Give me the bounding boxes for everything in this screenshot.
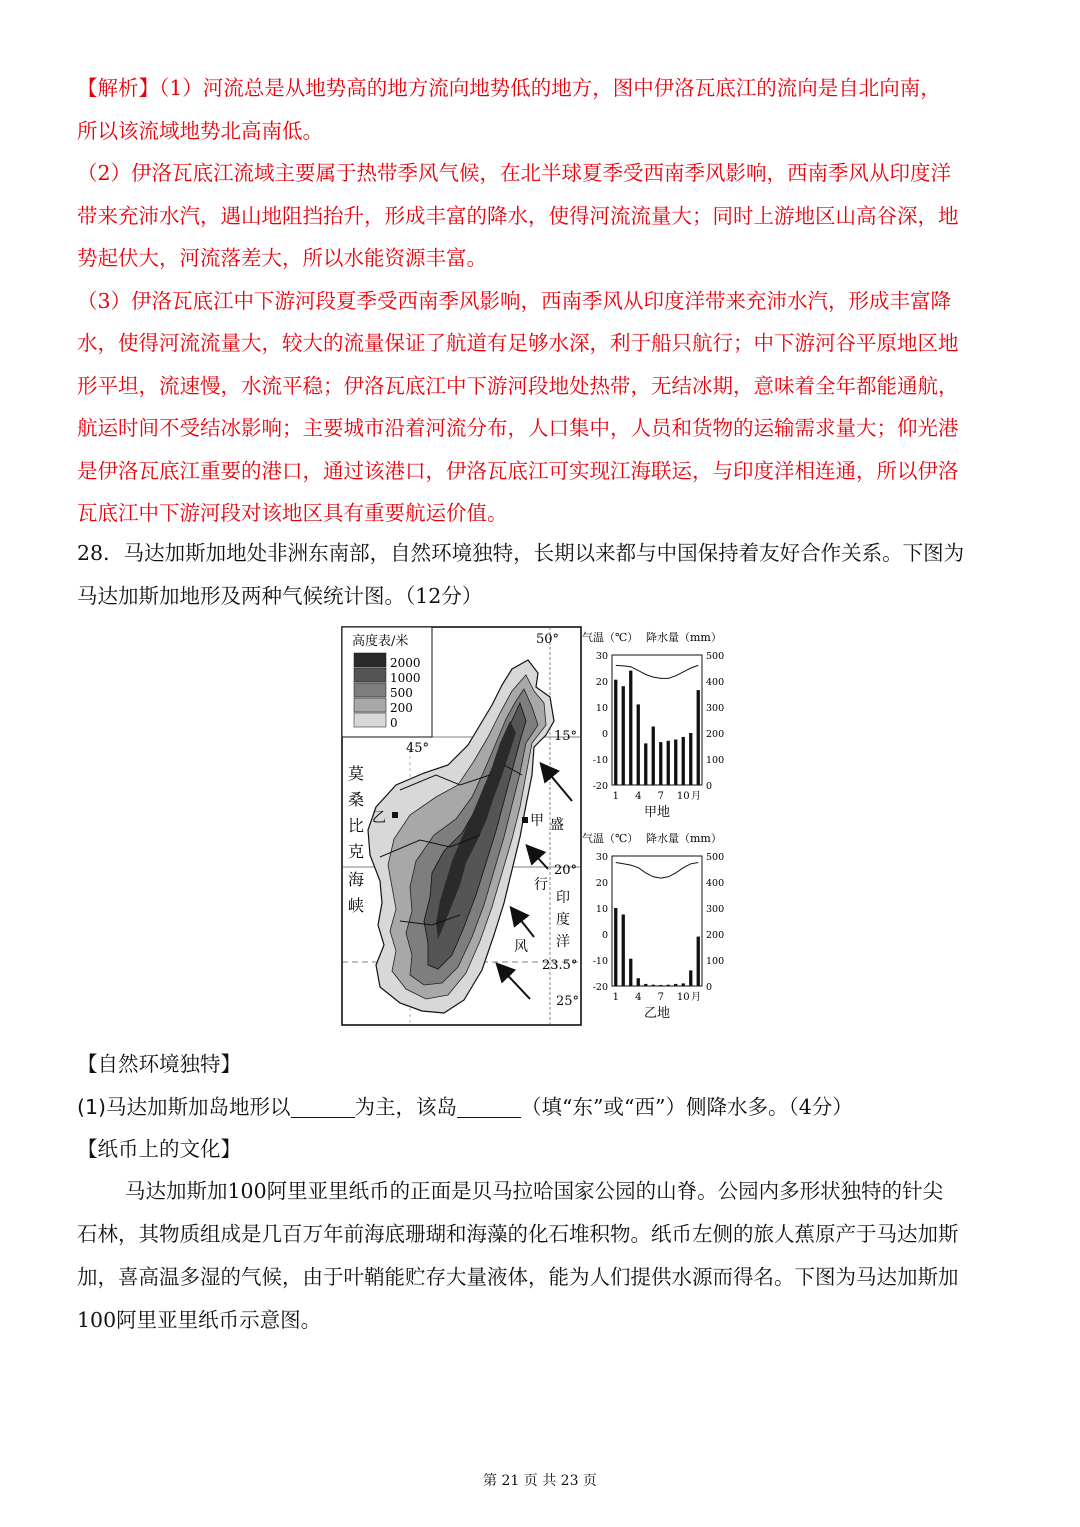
latitude-label: 23.5° xyxy=(542,958,578,973)
wind-char: 风 xyxy=(514,939,528,955)
chart-caption: 甲地 xyxy=(643,805,671,820)
climate-chart-jia xyxy=(582,630,724,820)
analysis-p3-line: 是伊洛瓦底江重要的港口，通过该港口，伊洛瓦底江可实现江海联运，与印度洋相连通，所以伊洛 xyxy=(77,458,959,483)
analysis-text: （1）河流总是从地势高的地方流向地势低的地方，图中伊洛瓦底江的流向是自北向南， xyxy=(159,76,941,100)
climate-chart-yi xyxy=(582,831,724,1021)
chart-precip-bar xyxy=(622,915,625,987)
chart-precip-tick: 200 xyxy=(706,930,725,941)
longitude-label: 45° xyxy=(406,741,430,756)
chart-precip-bar xyxy=(674,740,677,786)
banknote-line: 马达加斯加100阿里亚里纸币的正面是贝马拉哈国家公园的山脊。公园内多形状独特的针尖 xyxy=(125,1179,944,1203)
station-jia-label: 甲 xyxy=(530,813,544,829)
section-heading: 【纸币上的文化】 xyxy=(77,1137,241,1161)
chart-temp-line xyxy=(616,665,699,678)
chart-precip-axis-label: 降水量（mm） xyxy=(646,631,722,644)
wind-char: 盛 xyxy=(550,817,564,833)
question-28-line: 28．马达加斯加地处非洲东南部，自然环境独特，长期以来都与中国保持着友好合作关系。下图为 xyxy=(77,541,965,565)
chart-month-tick: 4 xyxy=(635,791,642,802)
chart-temp-tick: 0 xyxy=(601,930,608,941)
legend-level: 0 xyxy=(390,716,398,730)
latitude-label: 25° xyxy=(556,994,580,1009)
analysis-p3-line: 航运时间不受结冰影响；主要城市沿着河流分布，人口集中，人员和货物的运输需求量大；仰光港 xyxy=(77,416,959,440)
analysis-p2-line: 势起伏大，河流落差大，所以水能资源丰富。 xyxy=(77,246,487,270)
latitude-label: 20° xyxy=(554,863,578,878)
chart-precip-bar xyxy=(674,984,677,986)
legend-swatch-500 xyxy=(354,683,386,697)
sea-char: 比 xyxy=(348,816,365,835)
analysis-p3-line: 形平坦，流速慢，水流平稳；伊洛瓦底江中下游河段地处热带，无结冰期，意味着全年都能通航， xyxy=(77,373,959,398)
chart-temp-tick: 0 xyxy=(601,729,608,740)
analysis-p3-line: （3）伊洛瓦底江中下游河段夏季受西南季风影响，西南季风从印度洋带来充沛水汽，形成丰富降 xyxy=(77,288,952,313)
legend-level: 1000 xyxy=(390,671,421,685)
ocean-char: 洋 xyxy=(556,934,570,950)
chart-temp-axis-label: 气温（℃） xyxy=(582,832,639,845)
chart-precip-tick: 200 xyxy=(706,729,725,740)
chart-precip-bar xyxy=(682,983,685,986)
sea-char: 克 xyxy=(348,842,365,861)
chart-month-tick: 10 xyxy=(676,992,690,1003)
chart-precip-bar xyxy=(644,984,647,986)
chart-month-tick: 10 xyxy=(676,791,690,802)
chart-temp-tick: 30 xyxy=(595,852,608,863)
chart-precip-bar xyxy=(652,727,655,786)
chart-precip-tick: 100 xyxy=(706,956,725,967)
answer-blank-terrain[interactable] xyxy=(291,1095,355,1118)
question-1 xyxy=(77,1086,1007,1129)
legend-title: 高度表/米 xyxy=(352,634,409,649)
chart-precip-bar xyxy=(667,985,670,986)
legend-swatch-200 xyxy=(354,698,386,712)
chart-temp-tick: -20 xyxy=(592,781,608,792)
chart-precip-tick: 100 xyxy=(706,755,725,766)
sea-char: 海 xyxy=(348,870,365,889)
analysis-p2-line: （2）伊洛瓦底江流域主要属于热带季风气候，在北半球夏季受西南季风影响，西南季风从印度洋 xyxy=(77,161,952,185)
chart-temp-line xyxy=(616,863,699,879)
chart-precip-bar xyxy=(644,743,647,785)
chart-temp-tick: 10 xyxy=(595,904,608,915)
chart-precip-tick: 0 xyxy=(706,982,713,993)
question-28-line: 马达加斯加地形及两种气候统计图。（12分） xyxy=(77,583,483,608)
analysis-p3-line: 水，使得河流流量大，较大的流量保证了航道有足够水深，利于船只航行；中下游河谷平原地区地 xyxy=(77,331,959,355)
analysis-block xyxy=(77,67,1007,535)
banknote-line: 加，喜高温多湿的气候，由于叶鞘能贮存大量液体，能为人们提供水源而得名。下图为马达加斯加 xyxy=(77,1265,959,1289)
madagascar-figure xyxy=(340,625,740,1030)
chart-precip-bar xyxy=(697,690,700,785)
chart-precip-bar xyxy=(697,937,700,986)
chart-temp-tick: -20 xyxy=(592,982,608,993)
question-28 xyxy=(77,532,1007,617)
analysis-p1-line: 所以该流域地势北高南低。 xyxy=(77,118,323,143)
chart-precip-bar xyxy=(682,737,685,785)
analysis-p3-line: 瓦底江中下游河段对该地区具有重要航运价值。 xyxy=(77,501,508,525)
chart-precip-bar xyxy=(659,985,662,986)
analysis-tag: 【解析】 xyxy=(77,76,159,100)
chart-month-tick: 1 xyxy=(612,791,619,802)
legend-swatch-0 xyxy=(354,713,386,727)
chart-precip-tick: 300 xyxy=(706,904,725,915)
ocean-char: 印 xyxy=(556,890,570,906)
sea-char: 桑 xyxy=(348,790,365,809)
elevation-legend xyxy=(342,627,432,737)
chart-precip-tick: 400 xyxy=(706,878,725,889)
question-1-text: (1)马达加斯加岛地形以 xyxy=(77,1094,291,1119)
chart-temp-tick: -10 xyxy=(592,956,608,967)
question-1-text: （填“东”或“西”）侧降水多。（4分） xyxy=(521,1094,853,1119)
sea-char: 峡 xyxy=(348,896,365,915)
banknote-line: 石林，其物质组成是几百万年前海底珊瑚和海藻的化石堆积物。纸币左侧的旅人蕉原产于马达加斯 xyxy=(77,1222,959,1246)
analysis-p3 xyxy=(77,280,1007,535)
chart-temp-tick: 10 xyxy=(595,703,608,714)
legend-level: 500 xyxy=(390,686,413,700)
chart-precip-bar xyxy=(637,704,640,785)
analysis-p1 xyxy=(77,67,1007,152)
station-yi-marker xyxy=(392,812,398,818)
chart-temp-tick: 20 xyxy=(595,677,608,688)
station-yi-label: 乙 xyxy=(372,810,386,826)
chart-precip-bar xyxy=(652,985,655,986)
longitude-label: 50° xyxy=(536,632,560,647)
legend-swatch-2000 xyxy=(354,653,386,667)
chart-precip-bar xyxy=(689,970,692,986)
chart-temp-tick: -10 xyxy=(592,755,608,766)
legend-level: 200 xyxy=(390,701,413,715)
chart-precip-tick: 0 xyxy=(706,781,713,792)
analysis-p2 xyxy=(77,152,1007,280)
legend-level: 2000 xyxy=(390,656,421,670)
chart-precip-tick: 400 xyxy=(706,677,725,688)
latitude-label: 15° xyxy=(554,729,578,744)
analysis-p1-line xyxy=(77,67,1007,110)
chart-plot-frame xyxy=(612,856,702,986)
section-heading: 【自然环境独特】 xyxy=(77,1052,241,1076)
chart-precip-bar xyxy=(622,686,625,785)
chart-temp-axis-label: 气温（℃） xyxy=(582,631,639,644)
chart-month-tick: 7 xyxy=(657,791,664,802)
question-1-text: 为主，该岛 xyxy=(354,1094,458,1119)
chart-temp-tick: 30 xyxy=(595,651,608,662)
chart-plot-frame xyxy=(612,655,702,785)
sea-char: 莫 xyxy=(348,764,365,783)
chart-temp-tick: 20 xyxy=(595,878,608,889)
chart-precip-axis-label: 降水量（mm） xyxy=(646,832,722,845)
analysis-p2-line: 带来充沛水汽，遇山地阻挡抬升，形成丰富的降水，使得河流流量大；同时上游地区山高谷深，地 xyxy=(77,203,959,228)
chart-precip-tick: 500 xyxy=(706,852,725,863)
section-nature xyxy=(77,1043,1007,1171)
ocean-char: 度 xyxy=(556,912,570,928)
section-banknote xyxy=(77,1170,1007,1342)
figure-svg xyxy=(340,625,740,1030)
chart-precip-bar xyxy=(629,671,632,785)
chart-caption: 乙地 xyxy=(643,1006,671,1021)
chart-month-tick: 1 xyxy=(612,992,619,1003)
chart-month-tick: 月 xyxy=(691,791,701,802)
chart-precip-bar xyxy=(659,742,662,785)
chart-precip-bar xyxy=(629,959,632,986)
chart-month-tick: 4 xyxy=(635,992,642,1003)
chart-precip-bar xyxy=(689,733,692,785)
answer-blank-side[interactable] xyxy=(457,1095,521,1118)
page-footer: 第 21 页 共 23 页 xyxy=(483,1473,597,1489)
chart-month-tick: 月 xyxy=(691,992,701,1003)
station-jia-marker xyxy=(522,817,528,823)
banknote-line: 100阿里亚里纸币示意图。 xyxy=(77,1308,322,1332)
chart-precip-bar xyxy=(637,978,640,986)
legend-swatch-1000 xyxy=(354,668,386,682)
wind-char: 行 xyxy=(534,877,548,893)
chart-precip-bar xyxy=(614,908,617,986)
chart-precip-tick: 500 xyxy=(706,651,725,662)
chart-month-tick: 7 xyxy=(657,992,664,1003)
chart-precip-bar xyxy=(614,680,617,785)
chart-precip-bar xyxy=(667,741,670,785)
chart-precip-tick: 300 xyxy=(706,703,725,714)
